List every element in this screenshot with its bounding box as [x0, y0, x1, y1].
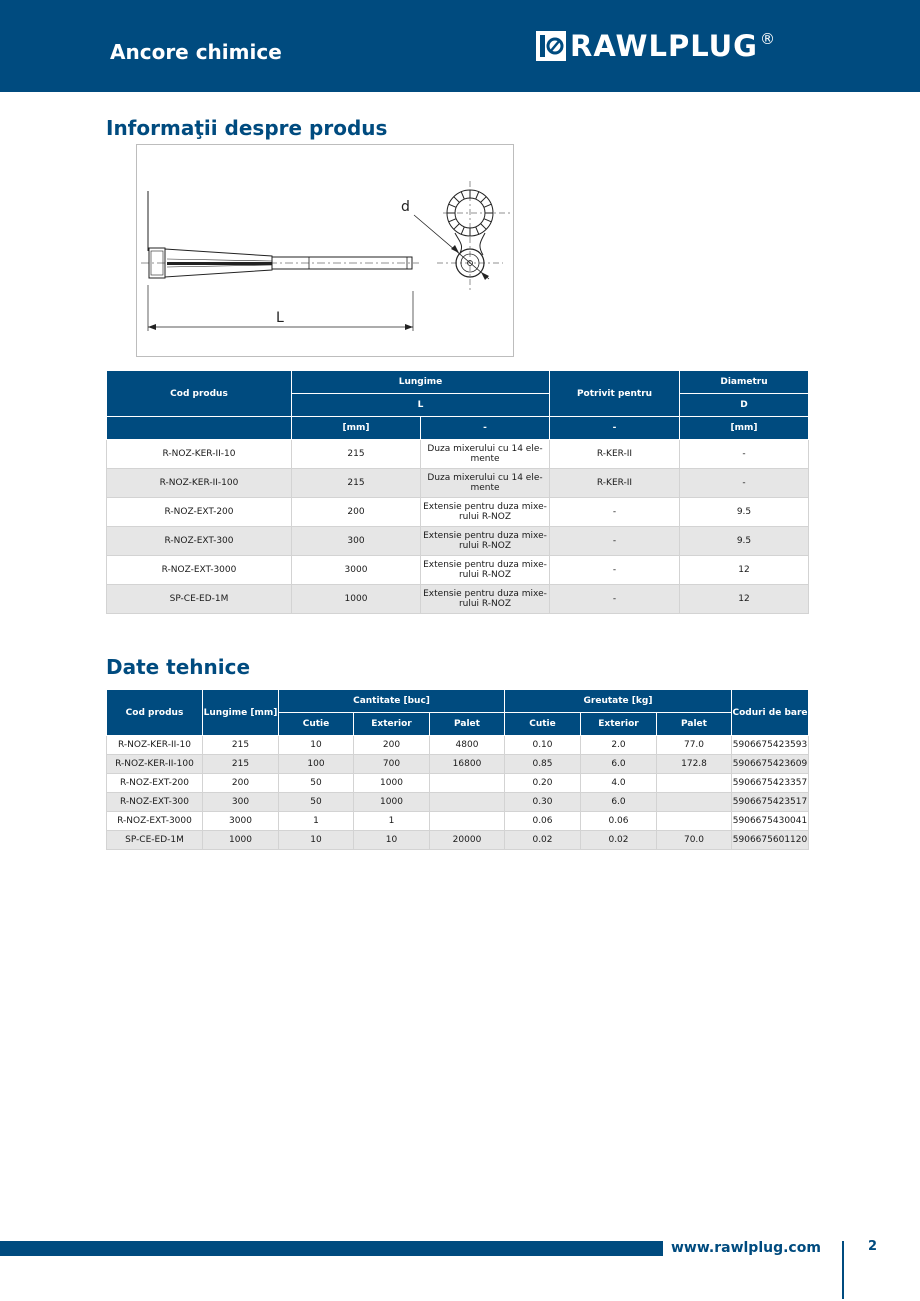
table-row	[107, 556, 809, 585]
logo-registered-mark: ®	[760, 30, 775, 48]
table-cell-q_cutie: 50	[279, 793, 354, 812]
product-info-table	[106, 370, 809, 614]
table-cell-w_palet: 77.0	[657, 736, 732, 755]
table-cell-diam: 9.5	[680, 498, 809, 527]
header-L: L	[292, 394, 550, 417]
table-cell-desc: Extensie pentru duza mixe- rului R-NOZ	[421, 498, 550, 527]
table-cell-w_cutie: 0.30	[505, 793, 581, 812]
table-cell-q_palet	[430, 774, 505, 793]
table-cell-q_ext: 1000	[354, 793, 430, 812]
page-number: 2	[868, 1239, 878, 1254]
table-cell-q_palet: 16800	[430, 755, 505, 774]
table-cell-desc: Duza mixerului cu 14 ele- mente	[421, 469, 550, 498]
table-cell-q_cutie: 50	[279, 774, 354, 793]
dimension-L-label: L	[276, 310, 284, 326]
header-lungime-mm: Lungime [mm]	[203, 690, 279, 736]
header-exterior: Exterior	[354, 713, 430, 736]
table-row	[107, 755, 809, 774]
table-cell-diam: 12	[680, 556, 809, 585]
technical-drawing	[136, 144, 514, 357]
table-cell-w_ext: 2.0	[581, 736, 657, 755]
table-cell-desc: Extensie pentru duza mixe- rului R-NOZ	[421, 585, 550, 614]
table-cell-diam: -	[680, 440, 809, 469]
header-cutie: Cutie	[279, 713, 354, 736]
table-cell-potrivit: -	[550, 585, 680, 614]
header-coduri-bare: Coduri de bare	[732, 690, 809, 736]
table-row	[107, 812, 809, 831]
table-cell-w_palet	[657, 774, 732, 793]
table-row	[107, 736, 809, 755]
header-potrivit: Potrivit pentru	[550, 371, 680, 417]
logo-text: RAWLPLUG	[570, 29, 758, 63]
table-cell-desc: Extensie pentru duza mixe- rului R-NOZ	[421, 556, 550, 585]
table-cell-w_cutie: 0.06	[505, 812, 581, 831]
brand-logo	[536, 28, 775, 64]
table-cell-w_palet: 172.8	[657, 755, 732, 774]
table-cell-q_ext: 200	[354, 736, 430, 755]
table-cell-q_cutie: 10	[279, 831, 354, 850]
header-lungime: Lungime	[292, 371, 550, 394]
table-cell-bar: 5906675423593	[732, 736, 809, 755]
logo-mark-icon	[536, 31, 566, 61]
table-cell-diam: 9.5	[680, 527, 809, 556]
table-cell-bar: 5906675423517	[732, 793, 809, 812]
table-cell-cod: R-NOZ-EXT-300	[107, 793, 203, 812]
table-cell-bar: 5906675601120	[732, 831, 809, 850]
table-cell-lungime: 200	[203, 774, 279, 793]
table-cell-lungime: 1000	[292, 585, 421, 614]
table-cell-w_ext: 6.0	[581, 755, 657, 774]
table-cell-potrivit: -	[550, 556, 680, 585]
table-cell-cod: R-NOZ-KER-II-10	[107, 440, 292, 469]
dimension-d-label: d	[401, 199, 410, 215]
nozzle-drawing-svg	[137, 145, 513, 356]
table-cell-cod: R-NOZ-EXT-3000	[107, 812, 203, 831]
table-cell-cod: R-NOZ-KER-II-100	[107, 469, 292, 498]
table-cell-w_cutie: 0.85	[505, 755, 581, 774]
table-cell-cod: R-NOZ-KER-II-100	[107, 755, 203, 774]
page-header	[0, 0, 920, 92]
header-D: D	[680, 394, 809, 417]
table-cell-w_palet	[657, 812, 732, 831]
table-cell-cod: R-NOZ-EXT-200	[107, 774, 203, 793]
unit-mm: [mm]	[680, 417, 809, 440]
table-cell-potrivit: R-KER-II	[550, 469, 680, 498]
table-cell-q_ext: 10	[354, 831, 430, 850]
table-cell-q_palet: 20000	[430, 831, 505, 850]
table-cell-lungime: 1000	[203, 831, 279, 850]
table-cell-lungime: 215	[203, 736, 279, 755]
footer-bar	[0, 1241, 663, 1256]
table-cell-q_ext: 700	[354, 755, 430, 774]
table-cell-q_palet: 4800	[430, 736, 505, 755]
table-cell-lungime: 300	[292, 527, 421, 556]
table-row	[107, 440, 809, 469]
table-row	[107, 774, 809, 793]
table-cell-w_ext: 0.02	[581, 831, 657, 850]
table-cell-cod: SP-CE-ED-1M	[107, 585, 292, 614]
unit-mm: [mm]	[292, 417, 421, 440]
table-cell-q_palet	[430, 812, 505, 831]
table-cell-cod: R-NOZ-EXT-200	[107, 498, 292, 527]
table-cell-diam: -	[680, 469, 809, 498]
table-cell-cod: R-NOZ-EXT-3000	[107, 556, 292, 585]
header-palet: Palet	[430, 713, 505, 736]
table-cell-lungime: 215	[292, 440, 421, 469]
table-cell-bar: 5906675430041	[732, 812, 809, 831]
table-cell-lungime: 3000	[292, 556, 421, 585]
table-row	[107, 831, 809, 850]
footer-website-link[interactable]: www.rawlplug.com	[671, 1240, 821, 1256]
table-cell-desc: Extensie pentru duza mixe- rului R-NOZ	[421, 527, 550, 556]
header-cutie: Cutie	[505, 713, 581, 736]
header-greutate: Greutate [kg]	[505, 690, 732, 713]
table-row	[107, 469, 809, 498]
section-title-product-info: Informaţii despre produs	[106, 116, 388, 140]
header-blank	[107, 417, 292, 440]
header-palet: Palet	[657, 713, 732, 736]
table-cell-w_ext: 6.0	[581, 793, 657, 812]
table-cell-lungime: 200	[292, 498, 421, 527]
table-row	[107, 527, 809, 556]
table-cell-q_ext: 1000	[354, 774, 430, 793]
table-cell-diam: 12	[680, 585, 809, 614]
table-cell-bar: 5906675423357	[732, 774, 809, 793]
table-cell-lungime: 215	[292, 469, 421, 498]
header-cantitate: Cantitate [buc]	[279, 690, 505, 713]
table-cell-desc: Duza mixerului cu 14 ele- mente	[421, 440, 550, 469]
technical-data-table	[106, 689, 809, 850]
table-cell-w_cutie: 0.10	[505, 736, 581, 755]
table-cell-q_palet	[430, 793, 505, 812]
table-cell-potrivit: -	[550, 527, 680, 556]
table-row	[107, 585, 809, 614]
section-title-technical-data: Date tehnice	[106, 655, 251, 679]
table-cell-q_cutie: 100	[279, 755, 354, 774]
table-cell-q_cutie: 1	[279, 812, 354, 831]
header-cod-produs: Cod produs	[107, 371, 292, 417]
table-cell-bar: 5906675423609	[732, 755, 809, 774]
table-cell-w_palet: 70.0	[657, 831, 732, 850]
table-row	[107, 793, 809, 812]
table-cell-w_palet	[657, 793, 732, 812]
table-cell-potrivit: R-KER-II	[550, 440, 680, 469]
unit-dash: -	[421, 417, 550, 440]
table-cell-q_ext: 1	[354, 812, 430, 831]
header-diametru: Diametru	[680, 371, 809, 394]
table-cell-cod: SP-CE-ED-1M	[107, 831, 203, 850]
header-exterior: Exterior	[581, 713, 657, 736]
table-cell-lungime: 3000	[203, 812, 279, 831]
table-cell-lungime: 300	[203, 793, 279, 812]
table-cell-w_ext: 4.0	[581, 774, 657, 793]
table-cell-w_ext: 0.06	[581, 812, 657, 831]
table-cell-q_cutie: 10	[279, 736, 354, 755]
table-row	[107, 498, 809, 527]
unit-dash: -	[550, 417, 680, 440]
page-title: Ancore chimice	[110, 40, 282, 64]
table-cell-cod: R-NOZ-EXT-300	[107, 527, 292, 556]
header-cod-produs: Cod produs	[107, 690, 203, 736]
table-cell-cod: R-NOZ-KER-II-10	[107, 736, 203, 755]
table-cell-w_cutie: 0.02	[505, 831, 581, 850]
footer-divider	[842, 1241, 844, 1299]
table-cell-lungime: 215	[203, 755, 279, 774]
table-cell-potrivit: -	[550, 498, 680, 527]
table-cell-w_cutie: 0.20	[505, 774, 581, 793]
